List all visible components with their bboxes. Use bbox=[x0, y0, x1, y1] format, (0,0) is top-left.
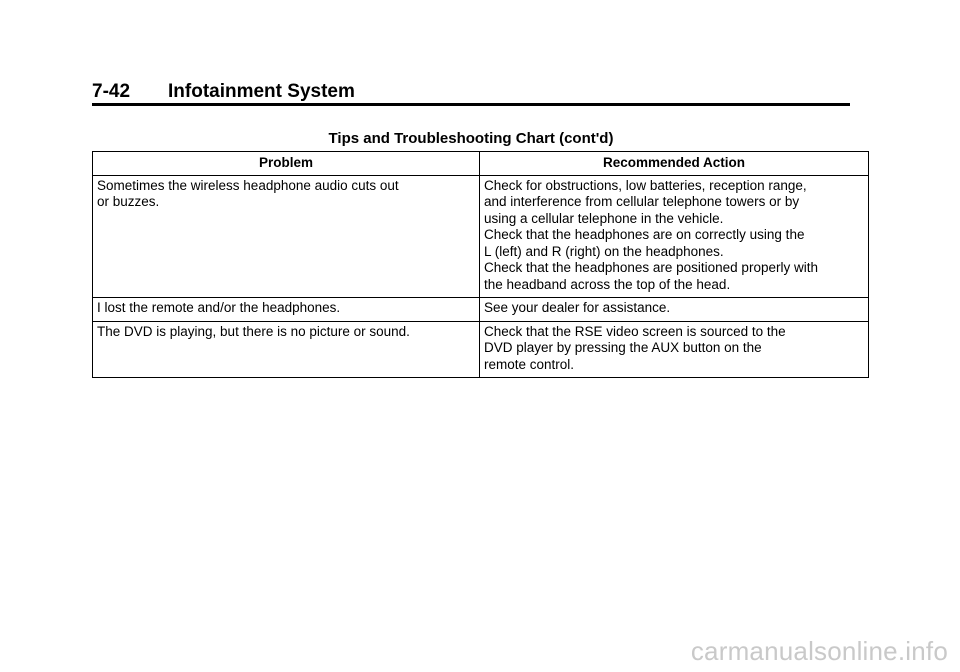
problem-text-line: The DVD is playing, but there is no picture or sound. bbox=[97, 323, 410, 339]
problem-text-line: or buzzes. bbox=[97, 194, 160, 209]
problem-cell bbox=[93, 298, 480, 322]
table-row bbox=[93, 175, 869, 298]
problem-text-line: Sometimes the wireless headphone audio cuts out bbox=[97, 177, 399, 193]
action-text-line: remote control. bbox=[484, 356, 575, 372]
action-text-line: using a cellular telephone in the vehicle. bbox=[484, 210, 724, 226]
table-caption: Tips and Troubleshooting Chart (cont'd) bbox=[328, 130, 614, 147]
action-text-line: L (left) and R (right) on the headphones. bbox=[484, 243, 724, 259]
table-row bbox=[93, 321, 869, 378]
action-cell bbox=[480, 298, 869, 322]
problem-cell bbox=[93, 175, 480, 298]
action-cell bbox=[480, 175, 869, 298]
troubleshooting-table bbox=[92, 151, 869, 378]
problem-cell bbox=[93, 321, 480, 378]
action-text-line: See your dealer for assistance. bbox=[484, 300, 671, 315]
action-text-line: Check that the RSE video screen is sourced to the bbox=[484, 323, 786, 339]
watermark: carmanualsonline.info bbox=[690, 636, 948, 666]
table-header-row bbox=[93, 152, 869, 176]
action-text-line: Check that the headphones are positioned properly with bbox=[484, 260, 818, 275]
column-header-recommended-action: Recommended Action bbox=[480, 152, 869, 176]
section-title: Infotainment System bbox=[168, 81, 355, 102]
action-text-line: DVD player by pressing the AUX button on the bbox=[484, 340, 762, 355]
page-number: 7-42 bbox=[92, 81, 131, 102]
action-text-line: the headband across the top of the head. bbox=[484, 276, 731, 292]
action-text-line: Check for obstructions, low batteries, reception range, bbox=[484, 177, 807, 193]
column-header-problem: Problem bbox=[93, 152, 480, 176]
problem-text-line: I lost the remote and/or the headphones. bbox=[97, 300, 341, 315]
action-text-line: and interference from cellular telephone towers or by bbox=[484, 194, 800, 209]
page-header bbox=[92, 80, 850, 106]
action-text-line: Check that the headphones are on correctly using the bbox=[484, 227, 805, 242]
action-cell bbox=[480, 321, 869, 378]
table-row bbox=[93, 298, 869, 322]
